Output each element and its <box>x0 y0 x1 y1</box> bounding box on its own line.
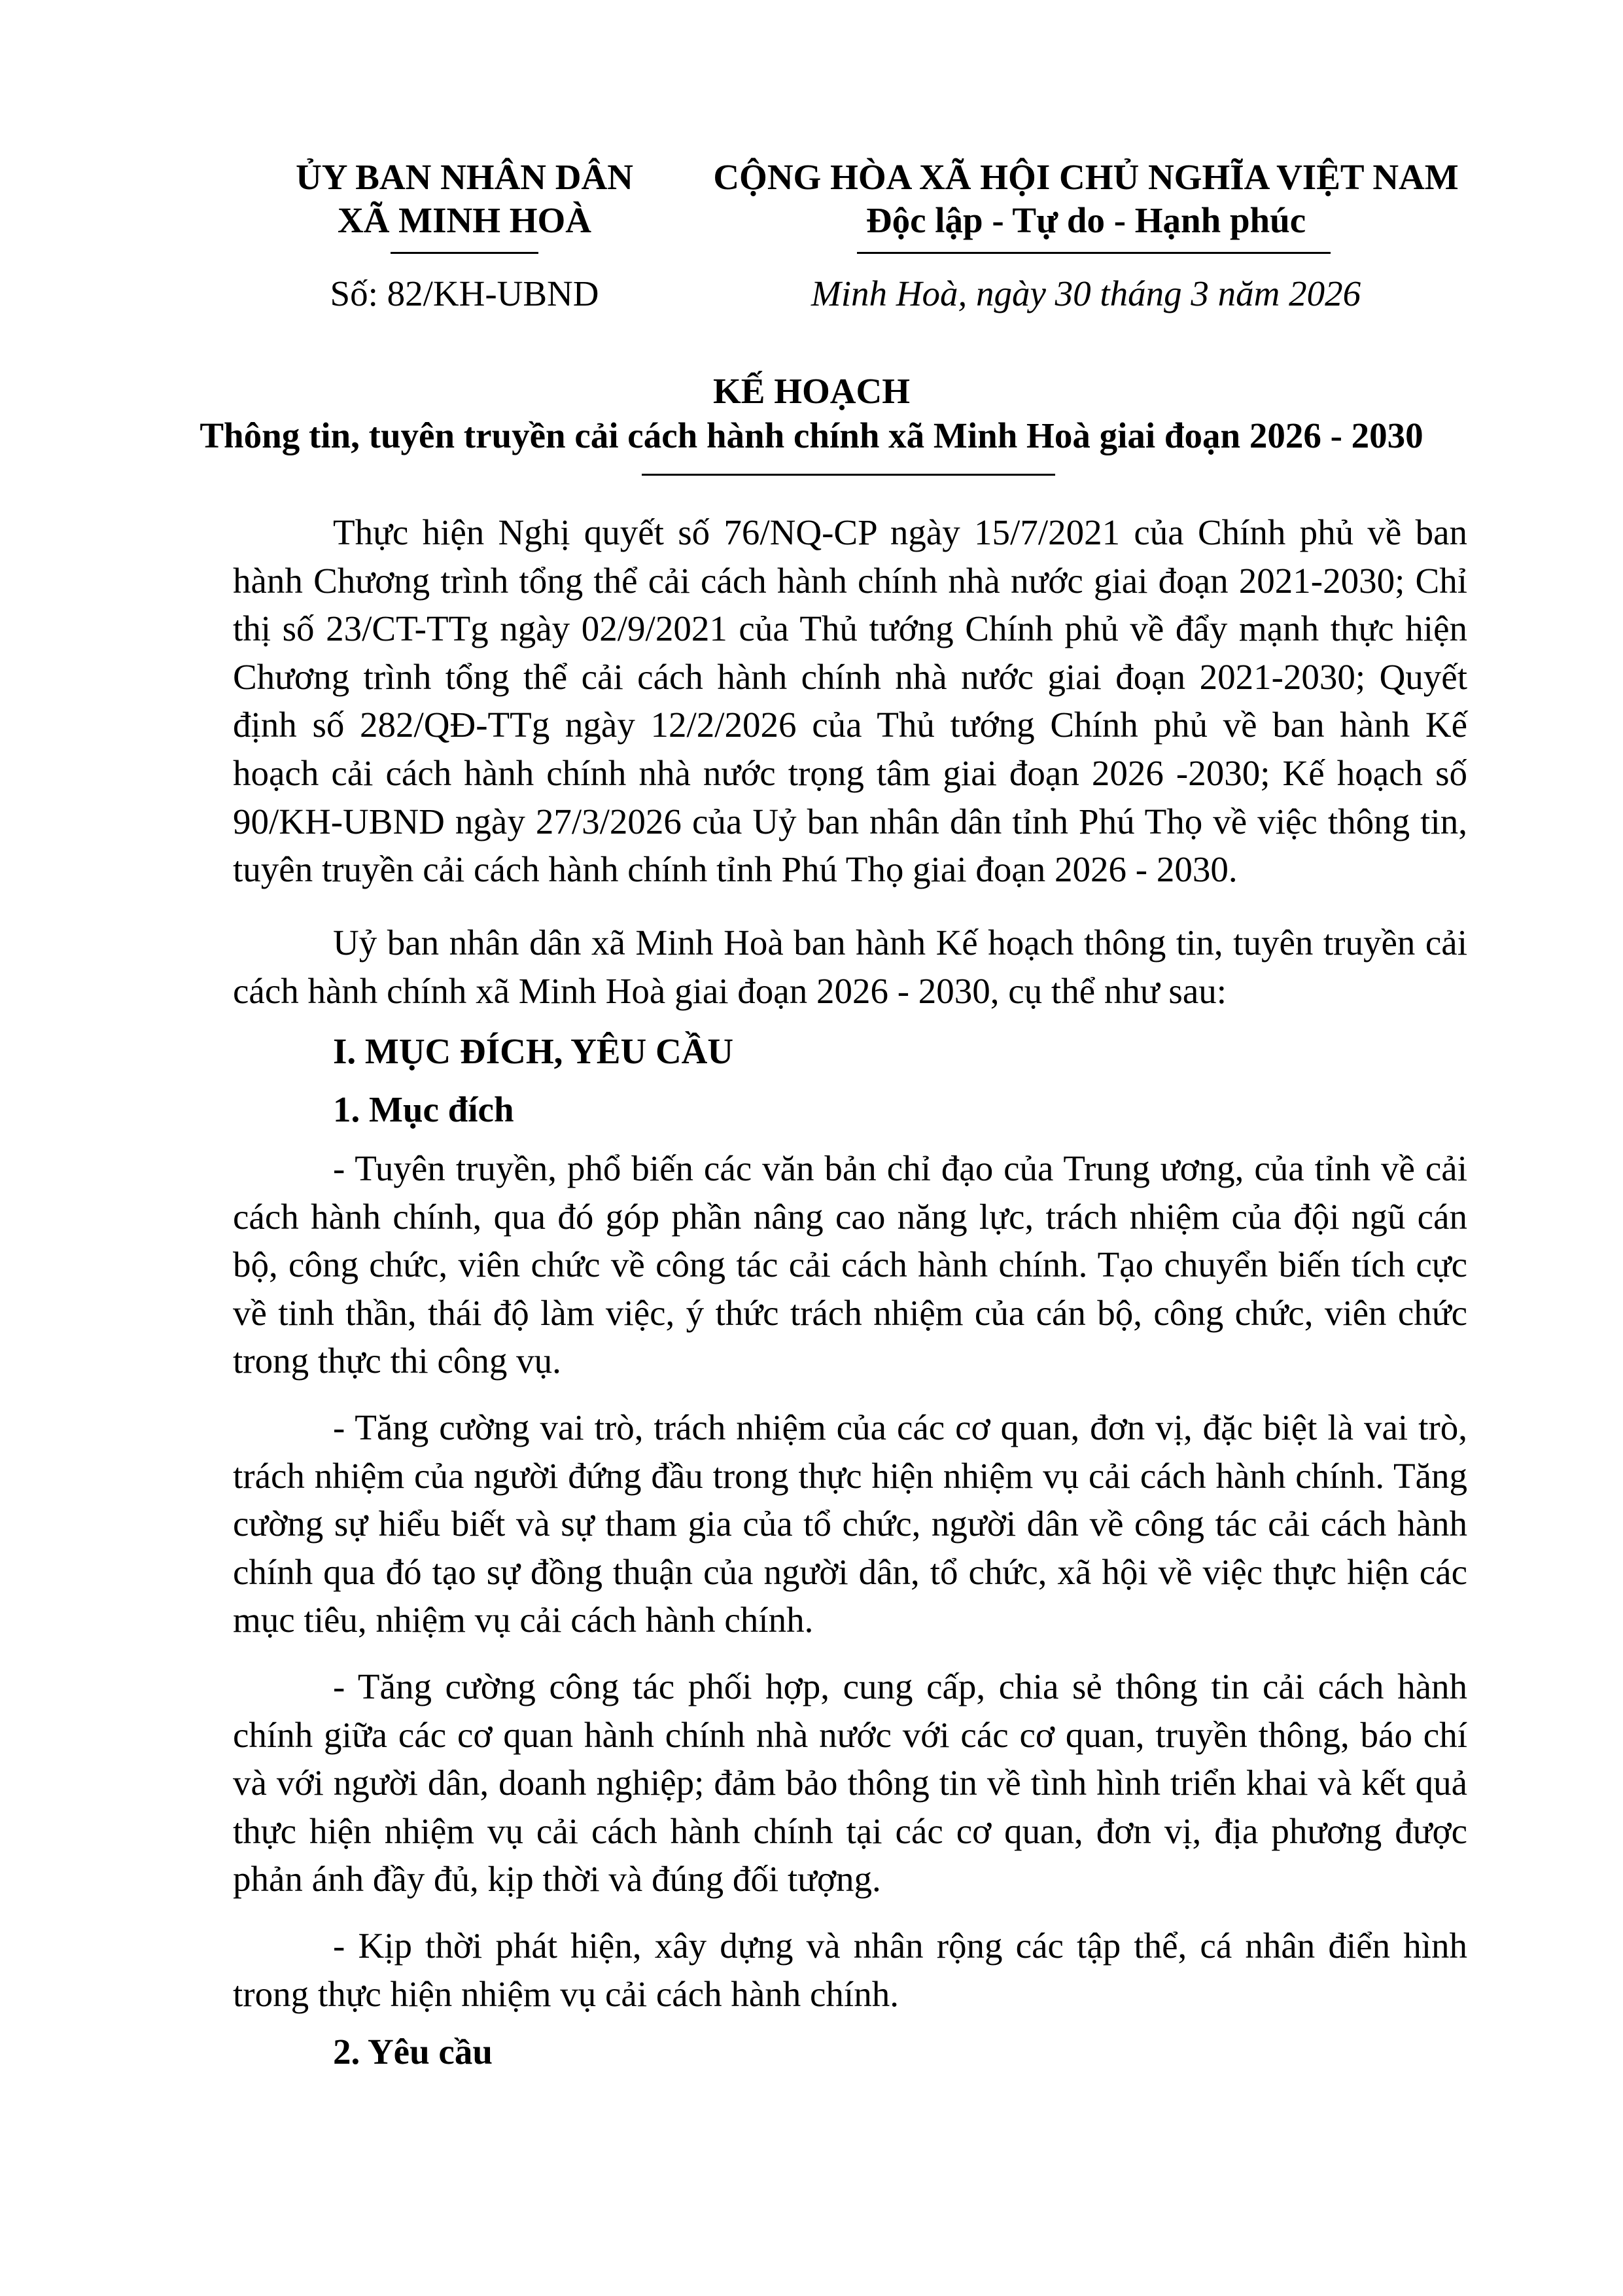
issuance-paragraph: Uỷ ban nhân dân xã Minh Hoà ban hành Kế hoạch thông tin, tuyên truyền cải cách hành chính xã Minh Hoà giai đoạn 2026 - 2030, cụ thể như sau: <box>233 923 1467 1011</box>
title-underline <box>642 474 1055 476</box>
purpose-item: - Tăng cường công tác phối hợp, cung cấp, chia sẻ thông tin cải cách hành chính giữa các cơ quan hành chính nhà nước với các cơ quan, truyền thông, báo chí và với người dân, doanh nghiệp; đảm bảo thông tin về tình hình triển khai và kết quả thực hiện nhiệm vụ cải cách hành chính tại các cơ quan, đơn vị, địa phương được phản ánh đầy đủ, kịp thời và đúng đối tượng. <box>233 1667 1467 1899</box>
subsection-heading-purpose: 1. Mục đích <box>333 1089 514 1129</box>
place-and-date: Minh Hoà, ngày 30 tháng 3 năm 2026 <box>811 274 1361 313</box>
section-heading-purpose-requirements: I. MỤC ĐÍCH, YÊU CẦU <box>333 1031 734 1071</box>
document-subtitle: Thông tin, tuyên truyền cải cách hành chính xã Minh Hoà giai đoạn 2026 - 2030 <box>200 415 1423 455</box>
agency-underline <box>391 252 538 254</box>
purpose-item: - Tăng cường vai trò, trách nhiệm của các cơ quan, đơn vị, đặc biệt là vai trò, trách nhiệm của người đứng đầu trong thực hiện nhiệm vụ cải cách hành chính. Tăng cường sự hiểu biết và sự tham gia của tổ chức, người dân về công tác cải cách hành chính qua đó tạo sự đồng thuận của người dân, tổ chức, xã hội về việc thực hiện các mục tiêu, nhiệm vụ cải cách hành chính. <box>233 1407 1467 1640</box>
national-motto <box>707 156 1465 242</box>
document-title: KẾ HOẠCH <box>713 371 910 411</box>
motto-underline <box>857 252 1331 254</box>
purpose-item: - Tuyên truyền, phổ biến các văn bản chỉ đạo của Trung ương, của tỉnh về cải cách hành chính, qua đó góp phần nâng cao năng lực, trách nhiệm của đội ngũ cán bộ, công chức, viên chức về công tác cải cách hành chính. Tạo chuyển biến tích cực về tinh thần, thái độ làm việc, ý thức trách nhiệm của cán bộ, công chức, viên chức trong thực thi công vụ. <box>233 1148 1467 1381</box>
issuing-agency-name <box>236 156 693 242</box>
intro-paragraph: Thực hiện Nghị quyết số 76/NQ-CP ngày 15/7/2021 của Chính phủ về ban hành Chương trình tổng thể cải cách hành chính nhà nước giai đoạn 2021-2030; Chỉ thị số 23/CT-TTg ngày 02/9/2021 của Thủ tướng Chính phủ về đẩy mạnh thực hiện Chương trình tổng thể cải cách hành chính nhà nước giai đoạn 2021-2030; Quyết định số 282/QĐ-TTg ngày 12/2/2026 của Thủ tướng Chính phủ về ban hành Kế hoạch cải cách hành chính nhà nước trọng tâm giai đoạn 2026 -2030; Kế hoạch số 90/KH-UBND ngày 27/3/2026 của Uỷ ban nhân dân tỉnh Phú Thọ về việc thông tin, tuyên truyền cải cách hành chính tỉnh Phú Thọ giai đoạn 2026 - 2030. <box>233 512 1467 890</box>
motto-line: Độc lập - Tự do - Hạnh phúc <box>865 200 1306 240</box>
agency-line-1: ỦY BAN NHÂN DÂN <box>296 157 633 197</box>
purpose-item: - Kịp thời phát hiện, xây dựng và nhân rộng các tập thể, cá nhân điển hình trong thực hiện nhiệm vụ cải cách hành chính. <box>233 1926 1467 2014</box>
country-name: CỘNG HÒA XÃ HỘI CHỦ NGHĨA VIỆT NAM <box>713 157 1459 197</box>
agency-line-2: XÃ MINH HOÀ <box>337 200 592 240</box>
document-number: Số: 82/KH-UBND <box>330 274 599 313</box>
subsection-heading-requirements: 2. Yêu cầu <box>333 2032 493 2072</box>
